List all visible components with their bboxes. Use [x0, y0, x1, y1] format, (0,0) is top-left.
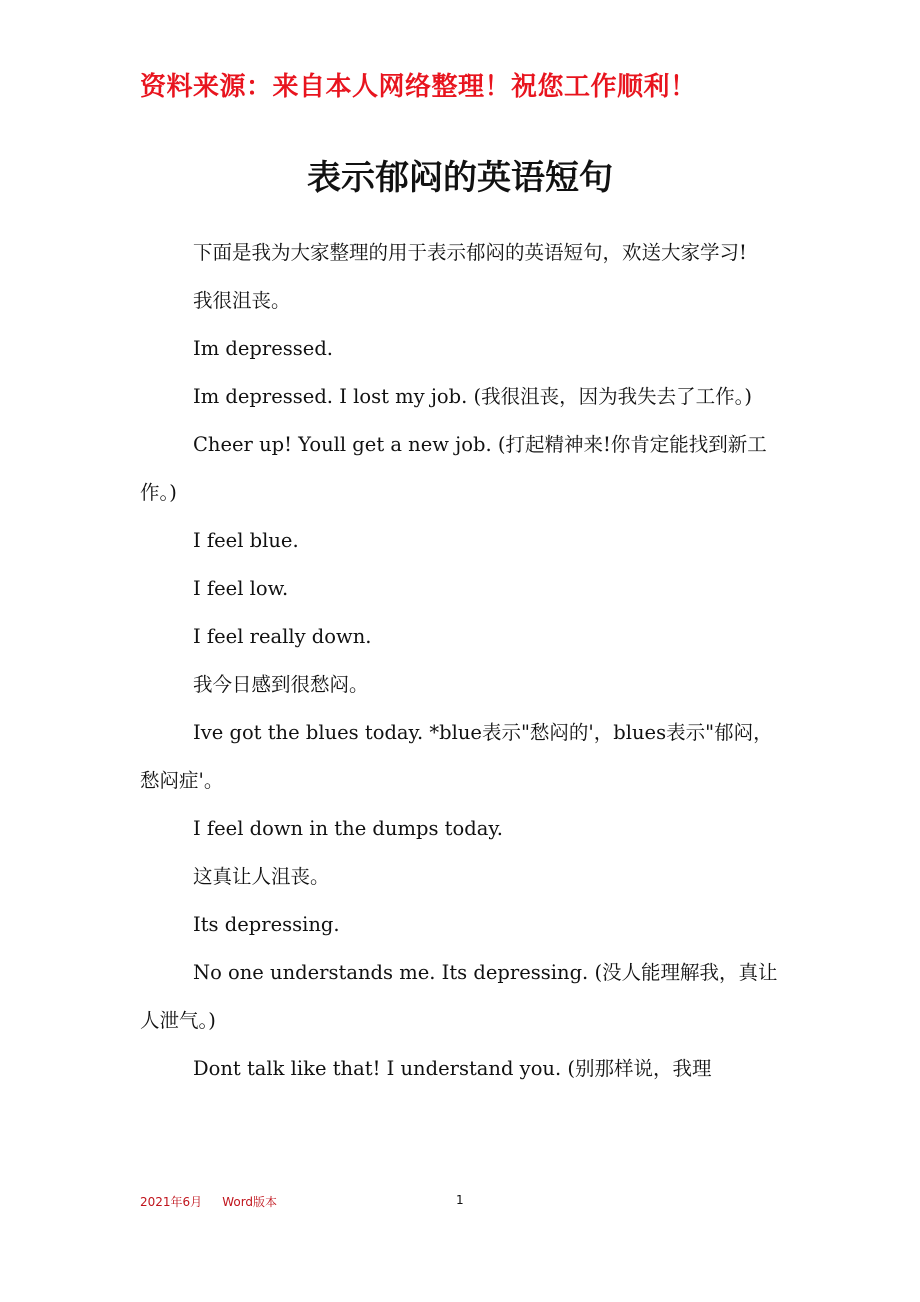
footer-info	[140, 1193, 277, 1210]
paragraph: I feel really down.	[193, 625, 372, 648]
paragraph: 这真让人沮丧。	[193, 865, 330, 888]
paragraph: 我今日感到很愁闷。	[193, 673, 369, 696]
paragraph: 我很沮丧。	[193, 289, 291, 312]
paragraph: I feel low.	[193, 577, 289, 600]
paragraph: Cheer up! Youll get a new job. (打起精神来!你肯定能找到新工作。)	[140, 433, 767, 504]
paragraph: Im depressed.	[193, 337, 333, 360]
paragraph: Ive got the blues today. *blue表示"愁闷的'，blues表示"郁闷，愁闷症'。	[140, 721, 773, 792]
paragraph: I feel down in the dumps today.	[193, 817, 503, 840]
footer-version: Word版本	[222, 1195, 278, 1209]
paragraph: Dont talk like that! I understand you. (别那样说，我理	[193, 1057, 712, 1080]
document-body	[140, 229, 790, 1093]
paragraph: Im depressed. I lost my job. (我很沮丧，因为我失去了工作。)	[193, 385, 752, 408]
paragraph: I feel blue.	[193, 529, 299, 552]
document-title: 表示郁闷的英语短句	[307, 158, 613, 198]
paragraph: No one understands me. Its depressing. (没人能理解我，真让人泄气。)	[140, 961, 778, 1032]
paragraph: 下面是我为大家整理的用于表示郁闷的英语短句，欢送大家学习!	[193, 241, 747, 264]
source-note: 资料来源：来自本人网络整理！祝您工作顺利！	[140, 72, 697, 102]
page-number: 1	[456, 1193, 464, 1207]
paragraph: Its depressing.	[193, 913, 340, 936]
footer-date: 2021年6月	[140, 1195, 203, 1209]
